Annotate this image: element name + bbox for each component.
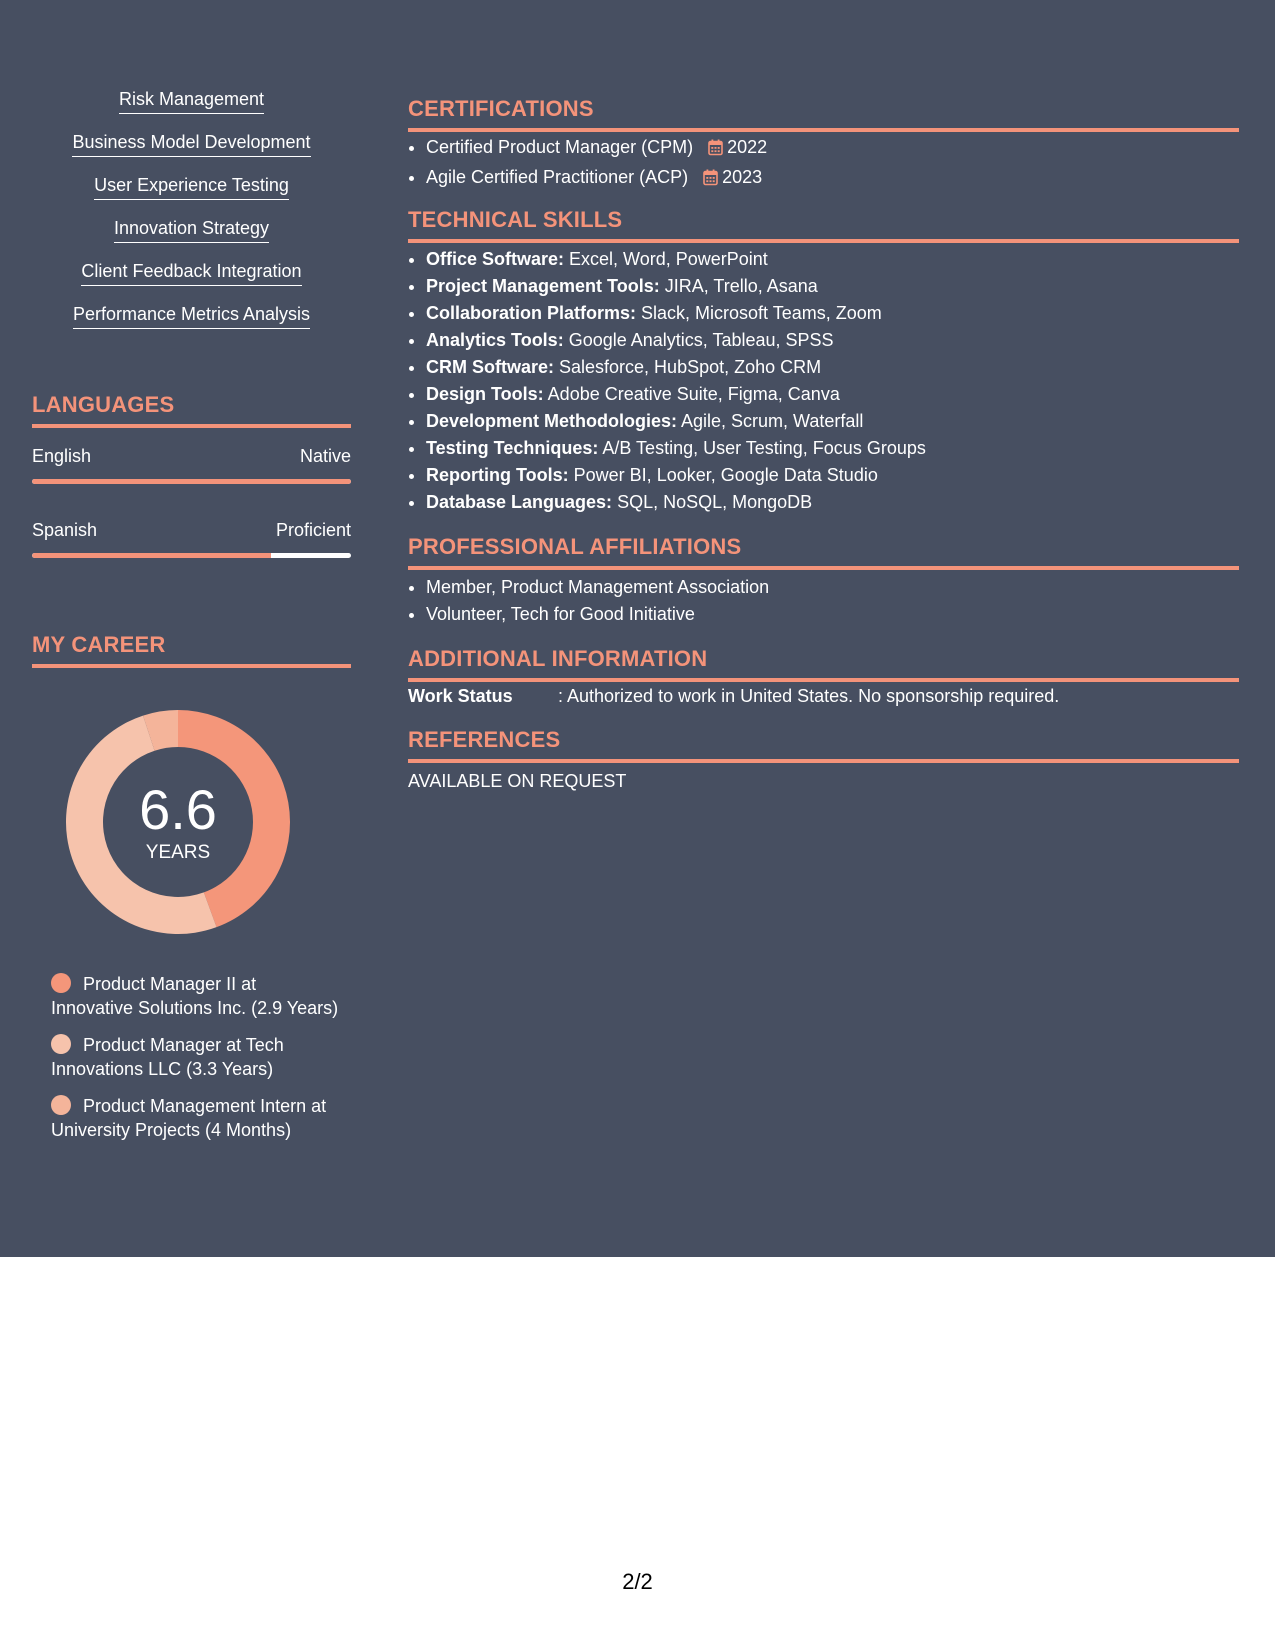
skills-list [32,88,351,346]
affiliation-item: • Volunteer, Tech for Good Initiative [426,601,1239,628]
technical-skill-item [426,435,1239,462]
calendar-icon [708,137,723,164]
career-total [66,710,290,934]
certification-year: 2022 [727,137,768,157]
language-proficiency-bar [32,553,351,558]
career-total-value: 6.6 [139,778,217,841]
technical-skill-item [426,381,1239,408]
affiliations-list [408,574,1239,628]
technical-skill-item [426,489,1239,516]
language-name: English [32,446,92,466]
language-name: Spanish [32,520,98,540]
technical-skill-item [426,354,1239,381]
technical-skill-item [426,462,1239,489]
languages-heading: LANGUAGES [32,392,351,428]
career-legend [51,972,341,1155]
technical-skill-value: JIRA, Trello, Asana [659,276,818,296]
career-heading: MY CAREER [32,632,351,668]
language-item [32,446,351,484]
career-legend-label: Product Manager II at Innovative Solutions Inc. (2.9 Years) [51,974,339,1018]
technical-skill-value: SQL, NoSQL, MongoDB [612,492,813,512]
language-level: Proficient [275,520,351,540]
skill-tag: Risk Management [119,88,264,114]
page-number: 2/2 [622,1569,653,1594]
technical-skill-item [426,246,1239,273]
technical-skill-value: Google Analytics, Tableau, SPSS [563,330,834,350]
languages-section [32,392,351,558]
technical-skill-label: Reporting Tools: [426,465,569,485]
affiliation-item: • Member, Product Management Association [426,574,1239,601]
technical-skill-item [426,300,1239,327]
technical-skill-value: Slack, Microsoft Teams, Zoom [636,303,882,323]
technical-skill-label: Testing Techniques: [426,438,599,458]
career-section [32,632,351,1140]
certification-item [426,164,1239,194]
technical-skill-label: Project Management Tools: [426,276,660,296]
technical-skill-label: Development Methodologies: [426,411,678,431]
technical-skill-label: Analytics Tools: [426,330,564,350]
technical-skill-item [426,408,1239,435]
certification-name: Certified Product Manager (CPM) [426,137,694,157]
technical-skills-list [408,246,1239,516]
technical-skill-value: Salesforce, HubSpot, Zoho CRM [554,357,822,377]
technical-skill-value: Power BI, Looker, Google Data Studio [568,465,878,485]
certifications-heading: CERTIFICATIONS [408,96,1239,132]
references-heading: REFERENCES [408,727,1239,763]
skill-tag: User Experience Testing [94,174,289,200]
certification-name: Agile Certified Practitioner (ACP) [426,167,689,187]
work-status-value: : Authorized to work in United States. No sponsorship required. [558,686,1060,706]
work-status-row [408,686,1239,707]
legend-dot-icon [51,1034,71,1054]
career-legend-label: Product Management Intern at University Projects (4 Months) [51,1096,327,1140]
certification-item [426,134,1239,164]
career-legend-item [51,1033,341,1081]
skill-tag: Performance Metrics Analysis [73,303,310,329]
technical-skill-label: Office Software: [426,249,565,269]
technical-skill-value: Agile, Scrum, Waterfall [677,411,864,431]
skill-tag: Client Feedback Integration [81,260,301,286]
language-level: Native [299,446,351,466]
technical-skill-label: Collaboration Platforms: [426,303,637,323]
certification-year: 2023 [722,167,763,187]
technical-skill-label: Database Languages: [426,492,613,512]
work-status-label: Work Status [408,686,513,706]
technical-skill-item [426,327,1239,354]
language-proficiency-bar [32,479,351,484]
legend-dot-icon [51,973,71,993]
technical-skill-value: A/B Testing, User Testing, Focus Groups [598,438,926,458]
technical-skill-item [426,273,1239,300]
references-text: AVAILABLE ON REQUEST [408,771,627,791]
technical-skill-label: Design Tools: [426,384,544,404]
additional-info-heading: ADDITIONAL INFORMATION [408,646,1239,682]
career-total-unit: YEARS [145,842,211,863]
career-legend-label: Product Manager at Tech Innovations LLC (3.3 Years) [51,1035,284,1079]
affiliations-heading: PROFESSIONAL AFFILIATIONS [408,534,1239,570]
technical-skill-label: CRM Software: [426,357,555,377]
skill-tag: Business Model Development [72,131,310,157]
language-proficiency-fill [32,479,351,484]
technical-skill-value: Adobe Creative Suite, Figma, Canva [543,384,840,404]
career-legend-item [51,1094,341,1142]
career-legend-item [51,972,341,1020]
technical-skill-value: Excel, Word, PowerPoint [564,249,768,269]
certifications-list [408,134,1239,194]
language-proficiency-fill [32,553,271,558]
language-item [32,520,351,558]
skill-tag: Innovation Strategy [114,217,269,243]
legend-dot-icon [51,1095,71,1115]
calendar-icon [703,167,718,194]
technical-skills-heading: TECHNICAL SKILLS [408,207,1239,243]
